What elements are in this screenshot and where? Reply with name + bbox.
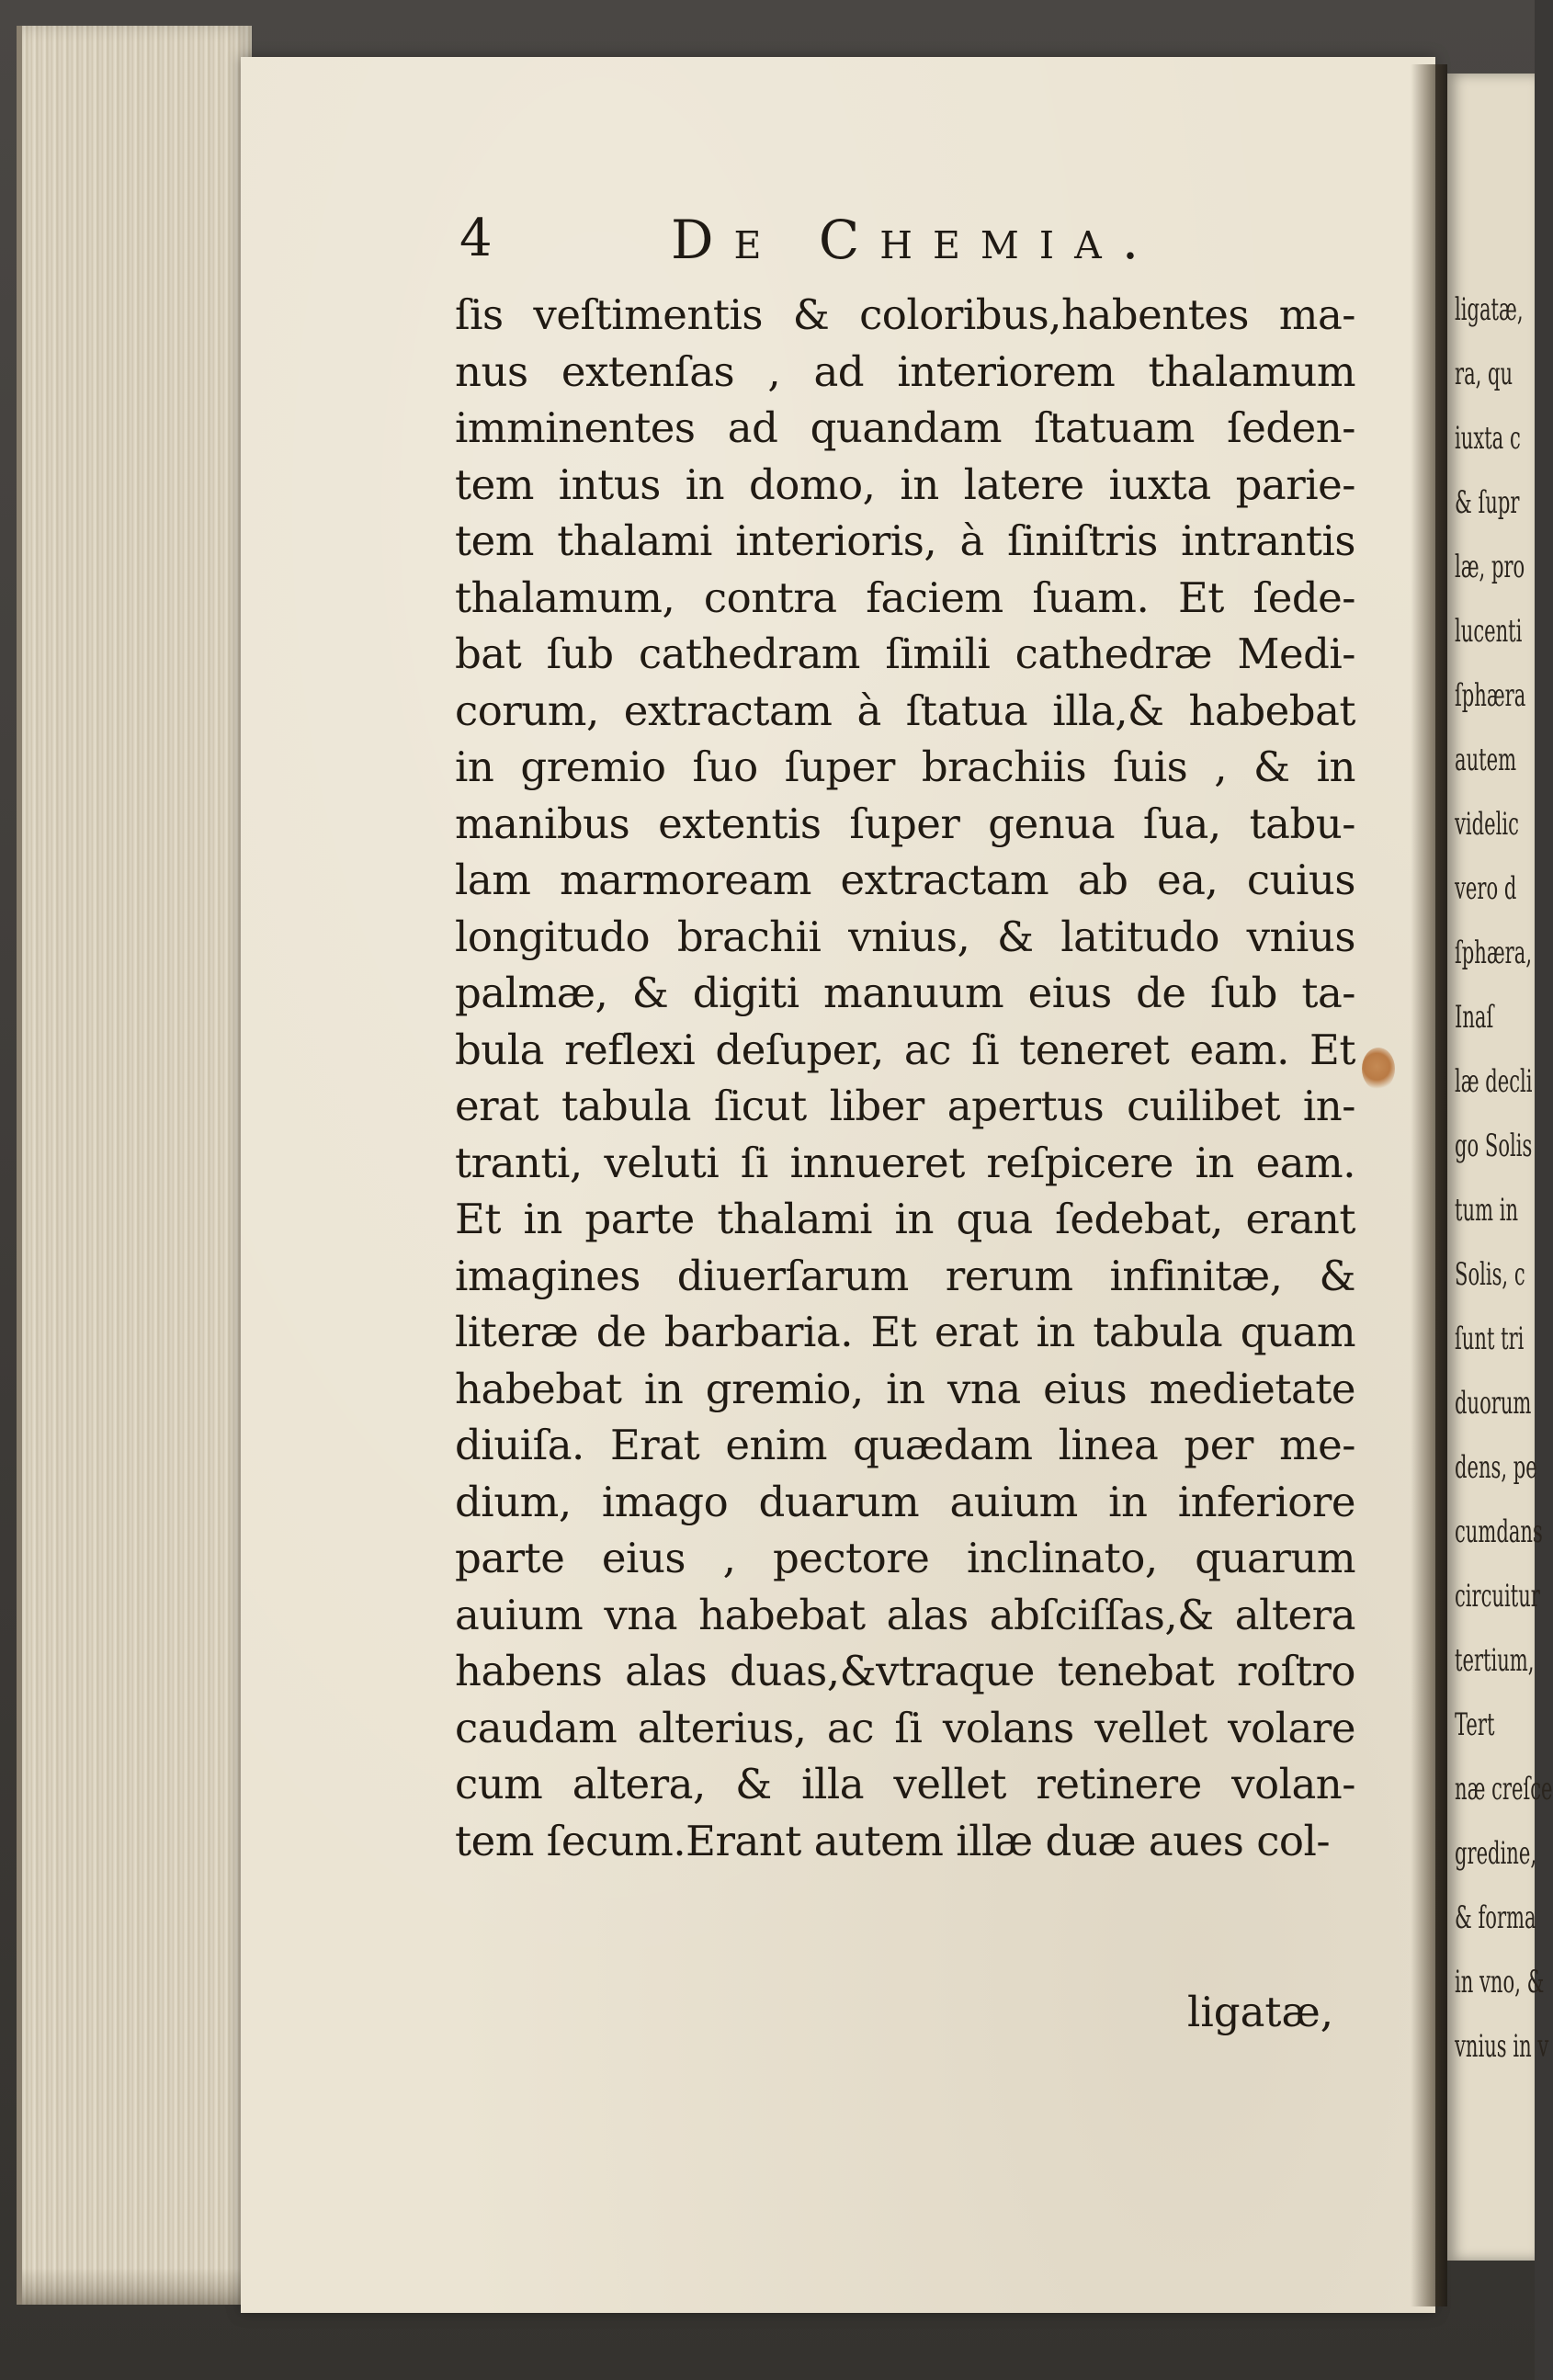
facing-page-line: læ decli: [1455, 1063, 1533, 1100]
text-line: tem thalami interioris, à ſiniſtris intrantis: [455, 516, 1355, 565]
text-line: longitudo brachii vnius, & latitudo vnius: [455, 912, 1355, 961]
verso-page: [241, 57, 1435, 2313]
facing-page-line: ſunt tri: [1455, 1320, 1525, 1357]
text-line: tranti, veluti ſi innueret reſpicere in eam.: [455, 1138, 1355, 1187]
text-line: caudam alterius, ac ſi volans vellet volare: [455, 1703, 1355, 1752]
text-line: corum, extractam à ſtatua illa,& habebat: [455, 686, 1355, 735]
facing-page-line: videlic: [1455, 806, 1519, 843]
facing-page-line: dens, pe: [1455, 1449, 1537, 1486]
facing-page-line: Inaſ: [1455, 999, 1494, 1036]
page-number: 4: [459, 209, 493, 268]
text-line: ſis veſtimentis & coloribus,habentes ma-: [455, 290, 1355, 339]
text-line: palmæ, & digiti manuum eius de ſub ta-: [455, 969, 1355, 1017]
facing-page-line: & forma: [1455, 1899, 1536, 1936]
facing-page-line: & ſupr: [1455, 484, 1520, 521]
text-line: tem intus in domo, in latere iuxta parie-: [455, 459, 1355, 509]
facing-page-line: ra, qu: [1455, 356, 1513, 392]
text-line: Et in parte thalami in qua ſedebat, erant: [455, 1195, 1355, 1243]
text-line: auium vna habebat alas abſciſſas,& altera: [455, 1590, 1355, 1639]
facing-page-line: duorum: [1455, 1385, 1532, 1422]
text-line: lam marmoream extractam ab ea, cuius: [455, 856, 1355, 904]
facing-page-line: vero d: [1455, 870, 1517, 907]
text-line: diuiſa. Erat enim quædam linea per me-: [455, 1421, 1355, 1469]
facing-page-line: tertium,: [1455, 1642, 1535, 1679]
text-line: manibus extentis ſuper genua ſua, tabu-: [455, 799, 1355, 848]
facing-page-line: circuitur: [1455, 1578, 1540, 1615]
text-line: bat ſub cathedram ſimili cathedræ Medi-: [455, 629, 1355, 678]
page-header: [459, 204, 1415, 287]
text-line: habens alas duas,&vtraque tenebat roſtro: [455, 1647, 1355, 1695]
text-line: imminentes ad quandam ſtatuam ſeden-: [455, 403, 1355, 452]
facing-page-fragment: [1447, 74, 1553, 2261]
text-line: cum altera, & illa vellet retinere volan-: [455, 1760, 1355, 1808]
body-text: [455, 287, 1355, 1869]
facing-page-line: Solis, c: [1455, 1256, 1525, 1293]
gutter-shadow: [1411, 64, 1447, 2306]
page-edges: [17, 26, 252, 2305]
catchword: ligatæ,: [1187, 1988, 1334, 2036]
facing-page-line: cumdans: [1455, 1513, 1543, 1550]
facing-page-line: vnius in v: [1455, 2028, 1549, 2065]
facing-page-line: læ, pro: [1455, 549, 1525, 585]
facing-page-line: ſphæra: [1455, 677, 1526, 714]
facing-page-line: ſphæra,: [1455, 935, 1533, 971]
text-line: nus extenſas , ad interiorem thalamum: [455, 346, 1355, 396]
foxing-spot: [1362, 1048, 1395, 1090]
facing-page-line: næ creſce: [1455, 1771, 1553, 1808]
facing-page-line: ligatæ,: [1455, 291, 1524, 328]
running-title: De Chemia.: [671, 209, 1160, 271]
text-line: bula reflexi deſuper, ac ſi teneret eam. Et: [455, 1025, 1355, 1074]
facing-page-line: autem: [1455, 742, 1517, 778]
text-line: erat tabula ſicut liber apertus cuilibet in-: [455, 1082, 1355, 1130]
text-line: parte eius , pectore inclinato, quarum: [455, 1534, 1355, 1582]
text-line: in gremio ſuo ſuper brachiis ſuis , & in: [455, 742, 1355, 791]
facing-page-line: gredine,: [1455, 1835, 1537, 1872]
text-line: thalamum, contra faciem ſuam. Et ſede-: [455, 572, 1355, 622]
facing-page-line: Tert: [1455, 1706, 1495, 1743]
facing-page-line: lucenti: [1455, 613, 1523, 650]
facing-page-line: iuxta c: [1455, 420, 1521, 457]
text-line: dium, imago duarum auium in inferiore: [455, 1477, 1355, 1526]
facing-page-line: go Solis: [1455, 1128, 1533, 1164]
text-line: tem ſecum.Erant autem illæ duæ aues col-: [455, 1816, 1331, 1865]
text-line: literæ de barbaria. Et erat in tabula quam: [455, 1308, 1355, 1356]
facing-page-line: in vno, &: [1455, 1964, 1545, 2000]
text-line: habebat in gremio, in vna eius medietate: [455, 1364, 1355, 1413]
text-line: imagines diuerſarum rerum infinitæ, &: [455, 1251, 1355, 1300]
facing-page-line: tum in: [1455, 1192, 1519, 1229]
